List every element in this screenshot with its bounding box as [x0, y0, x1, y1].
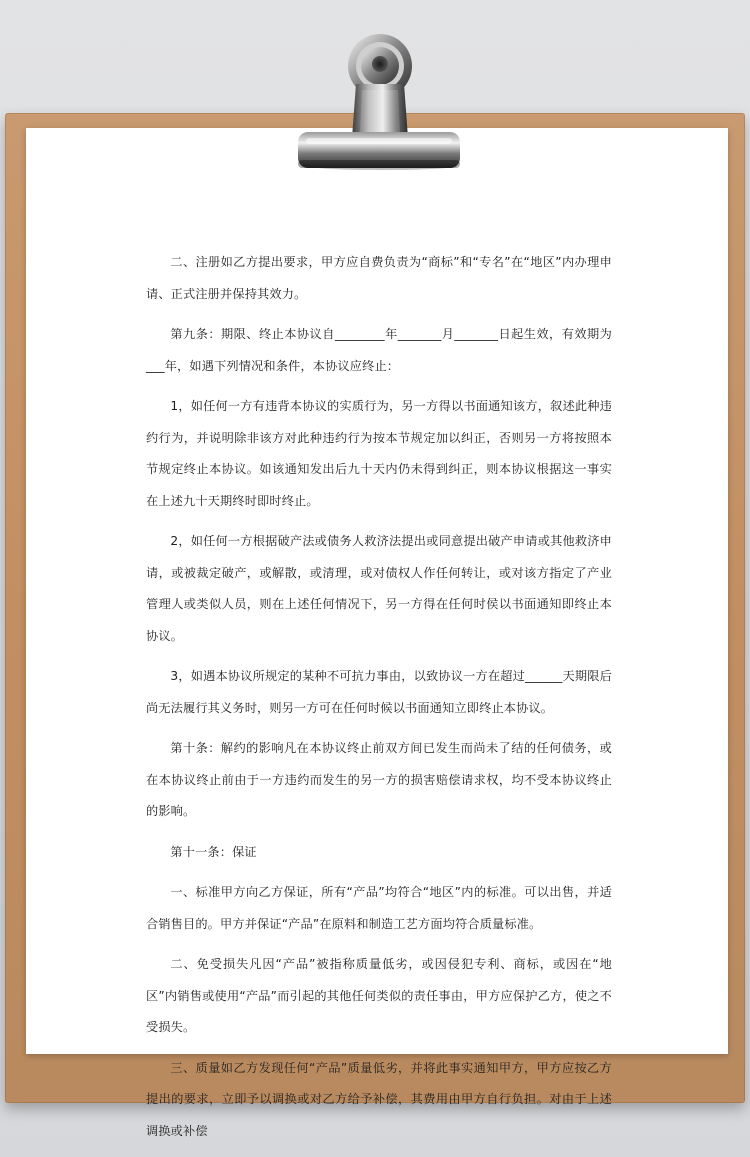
paragraph-9-clause-3: 3，如遇本协议所规定的某种不可抗力事由，以致协议一方在超过______天期限后尚无法履行其义务时，则另一方可在任何时候以书面通知立即终止本协议。 [146, 669, 612, 715]
paragraph-11-standard: 一、标准甲方向乙方保证，所有“产品”均符合“地区”内的标准。可以出售，并适合销售目的。甲方并保证“产品”在原料和制造工艺方面均符合质量标准。 [146, 885, 612, 931]
paragraph-11-quality: 三、质量如乙方发现任何“产品”质量低劣，并将此事实通知甲方，甲方应按乙方提出的要求，立即予以调换或对乙方给予补偿，其费用由甲方自行负担。对由于上述调换或补偿 [146, 1060, 612, 1138]
paragraph-9-clause-1: 1，如任何一方有违背本协议的实质行为，另一方得以书面通知该方，叙述此种违约行为，并说明除非该方对此种违约行为按本节规定加以纠正，否则另一方将按照本节规定终止本协议。如该通知发出后九十天内仍未得到纠正，则本协议根据这一事实在上述九十天期终时即时终止。 [146, 399, 612, 508]
paragraph-9-clause-2: 2，如任何一方根据破产法或债务人救济法提出或同意提出破产申请或其他救济申请，或被裁定破产，或解散，或清理，或对债权人作任何转让，或对该方指定了产业管理人或类似人员，则在上述任何情况下，另一方得在任何时侯以书面通知即终止本协议。 [146, 534, 612, 643]
paragraph-registration: 二、注册如乙方提出要求，甲方应自费负责为“商标”和“专名”在“地区”内办理申请、正式注册并保持其效力。 [146, 255, 612, 301]
paragraph-article-11-heading: 第十一条：保证 [170, 844, 257, 859]
document-text [146, 247, 612, 1138]
paragraph-article-9: 第九条：期限、终止本协议自________年_______月_______日起生效，有效期为___年，如遇下列情况和条件，本协议应终止： [146, 327, 612, 373]
paragraph-article-10: 第十条：解约的影响凡在本协议终止前双方间已发生而尚未了结的任何债务，或在本协议终止前由于一方违约而发生的另一方的损害赔偿请求权，均不受本协议终止的影响。 [146, 741, 612, 818]
binder-clip-icon [296, 20, 462, 172]
paragraph-11-indemnity: 二、免受损失凡因“产品”被指称质量低劣，或因侵犯专利、商标，或因在“地区”内销售或使用“产品”而引起的其他任何类似的责任事由，甲方应保护乙方，使之不受损失。 [146, 957, 612, 1034]
